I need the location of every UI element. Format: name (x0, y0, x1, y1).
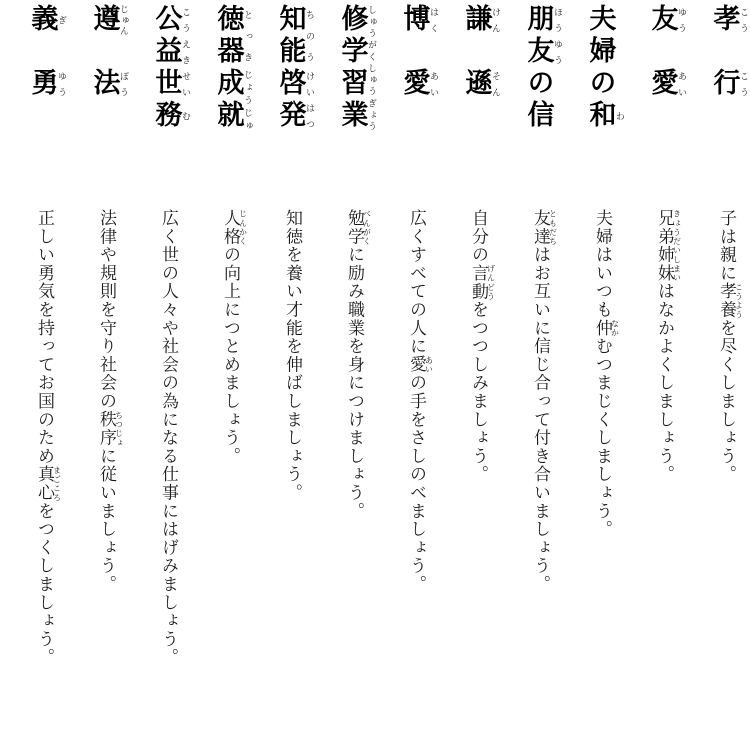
text-run (399, 36, 430, 68)
ruby-base: 兄弟姉妹 (654, 209, 674, 283)
virtue-heading (128, 4, 190, 204)
ruby-base: 人格 (220, 209, 240, 246)
furigana-reading: ちのう (304, 4, 314, 68)
ruby-word (150, 36, 190, 68)
furigana-reading: こう (738, 68, 748, 100)
text-run: に従いましょう。 (96, 446, 116, 594)
ruby-base: 愛 (646, 68, 678, 100)
furigana-reading: ともだち (548, 209, 558, 246)
text-run: の信 (522, 68, 554, 132)
ruby-base: 仲 (592, 318, 612, 338)
furigana-reading: べんがく (362, 209, 372, 246)
ruby-base: 和 (584, 100, 616, 132)
text-run: を尽くしましょう。 (716, 318, 736, 484)
text-run: をつつしみましょう。 (468, 300, 488, 484)
ruby-base: 真心 (34, 465, 54, 502)
ruby-word (468, 263, 496, 301)
text-run: 広くすべての人に (406, 209, 426, 356)
ruby-base: 孝養 (716, 282, 736, 319)
text-run: をつくしましょう。 (34, 501, 54, 667)
virtue-heading (438, 4, 500, 204)
ruby-word (398, 4, 438, 36)
ruby-word (88, 4, 128, 36)
ruby-base: 友 (646, 4, 678, 36)
ruby-word (150, 4, 190, 36)
virtue-heading (562, 4, 624, 204)
virtue-explanation (500, 209, 562, 749)
virtue-explanation (562, 209, 624, 749)
ruby-base: 愛 (406, 355, 426, 374)
ruby-word (584, 100, 624, 132)
ruby-word (212, 4, 252, 68)
virtue-explanation (314, 209, 376, 749)
text-run: 知徳を養い才能を伸ばしましょう。 (282, 209, 302, 502)
furigana-reading: あい (428, 68, 438, 100)
ruby-word (530, 209, 558, 246)
virtue-column-6 (376, 4, 438, 750)
virtue-heading (252, 4, 314, 204)
ruby-base: 法 (88, 68, 120, 100)
ruby-base: 世 (150, 68, 182, 100)
furigana-reading: わ (614, 100, 624, 132)
ruby-word (592, 318, 620, 338)
ruby-base: 益 (150, 36, 182, 68)
ruby-base: 遜 (460, 68, 492, 100)
furigana-reading: えき (180, 36, 190, 68)
furigana-reading: まごころ (52, 465, 62, 502)
virtue-explanation (128, 209, 190, 749)
furigana-reading: じんかく (238, 209, 248, 246)
furigana-reading: けいはつ (304, 68, 314, 132)
furigana-reading: とっき (242, 4, 252, 68)
ruby-base: 朋 (522, 4, 554, 36)
ruby-word (212, 68, 252, 132)
text-run (461, 36, 492, 68)
furigana-reading: ゆう (56, 68, 66, 100)
virtue-column-8 (252, 4, 314, 750)
furigana-reading: ぎ (56, 4, 66, 36)
text-run: むつまじくしましょう。 (592, 337, 612, 539)
virtue-explanation (252, 209, 314, 749)
ruby-word (336, 4, 376, 132)
furigana-reading: ほう (552, 4, 562, 36)
furigana-reading: ぽう (118, 68, 128, 100)
virtue-heading (66, 4, 128, 204)
ruby-word (150, 68, 190, 100)
ruby-word (708, 4, 748, 36)
ruby-word (34, 465, 62, 502)
ruby-base: 秩序 (96, 410, 116, 447)
furigana-reading: ゆう (676, 4, 686, 36)
furigana-reading: あい (424, 355, 434, 374)
ruby-base: 遵 (88, 4, 120, 36)
ruby-word (522, 36, 562, 68)
ruby-base: 啓発 (274, 68, 306, 132)
furigana-reading: こう (180, 4, 190, 36)
virtue-column-7 (314, 4, 376, 750)
ruby-base: 博 (398, 4, 430, 36)
furigana-reading: む (180, 100, 190, 132)
virtue-column-12 (4, 4, 66, 750)
ruby-word (460, 4, 500, 36)
text-run: 夫婦はいつも (592, 209, 612, 319)
text-run: に励み職業を身につけましょう。 (344, 245, 364, 521)
text-run: の手をさしのべましょう。 (406, 373, 426, 594)
virtue-heading (686, 4, 748, 204)
virtue-heading (4, 4, 66, 204)
virtue-heading (624, 4, 686, 204)
ruby-base: 勉学 (344, 209, 364, 246)
ruby-base: 義 (26, 4, 58, 36)
virtue-column-10 (128, 4, 190, 750)
ruby-word (646, 4, 686, 36)
virtue-heading (190, 4, 252, 204)
ruby-base: 務 (150, 100, 182, 132)
text-run: 子は親に (716, 209, 736, 283)
furigana-reading: あい (676, 68, 686, 100)
text-run: の向上につとめましょう。 (220, 245, 240, 466)
ruby-word (708, 68, 748, 100)
ruby-base: 修学習業 (336, 4, 368, 132)
ruby-base: 行 (708, 68, 740, 100)
furigana-reading: ちつじょ (114, 410, 124, 447)
virtue-explanation (624, 209, 686, 749)
text-run (27, 36, 58, 68)
furigana-reading: じょうじゅ (242, 68, 252, 132)
ruby-word (220, 209, 248, 246)
virtue-explanation (686, 209, 748, 749)
ruby-word (398, 68, 438, 100)
ruby-word (26, 4, 66, 36)
ruby-base: 愛 (398, 68, 430, 100)
furigana-reading: はく (428, 4, 438, 36)
furigana-reading: けん (490, 4, 500, 36)
furigana-reading: げんどう (486, 263, 496, 301)
furigana-reading: なか (610, 318, 620, 338)
ruby-base: 成就 (212, 68, 244, 132)
text-run: 法律や規則を守り社会の (96, 209, 116, 411)
ruby-word (522, 4, 562, 36)
ruby-base: 孝 (708, 4, 740, 36)
text-run: 自分の (468, 209, 488, 264)
virtue-column-3 (562, 4, 624, 750)
virtue-explanation (4, 209, 66, 749)
virtue-explanation (438, 209, 500, 749)
virtue-column-11 (66, 4, 128, 750)
text-run: 夫婦の (584, 4, 616, 100)
furigana-reading: そん (490, 68, 500, 100)
text-run (89, 36, 120, 68)
ruby-word (96, 410, 124, 447)
text-run: 広く世の人々や社会の為になる仕事にはげみましょう。 (158, 209, 178, 667)
ruby-base: 勇 (26, 68, 58, 100)
furigana-reading: しゅうがくしゅうぎょう (366, 4, 376, 132)
furigana-reading: こうよう (734, 282, 744, 319)
virtue-column-2 (624, 4, 686, 750)
ruby-word (274, 4, 314, 68)
ruby-word (88, 68, 128, 100)
ruby-word (406, 355, 434, 374)
furigana-reading: こう (738, 4, 748, 36)
virtue-explanation (376, 209, 438, 749)
text-run: 正しい勇気を持ってお国のため (34, 209, 54, 466)
furigana-reading: ゆう (552, 36, 562, 68)
virtue-heading (500, 4, 562, 204)
virtue-column-1 (686, 4, 748, 750)
virtue-column-4 (500, 4, 562, 750)
text-run: はお互いに信じ合って付き合いましょう。 (530, 245, 550, 594)
ruby-word (654, 209, 682, 283)
virtue-column-9 (190, 4, 252, 750)
ruby-base: 知能 (274, 4, 306, 68)
ruby-word (26, 68, 66, 100)
ruby-word (344, 209, 372, 246)
ruby-base: 公 (150, 4, 182, 36)
ruby-base: 徳器 (212, 4, 244, 68)
virtue-explanation (66, 209, 128, 749)
ruby-base: 言動 (468, 263, 488, 301)
ruby-base: 友達 (530, 209, 550, 246)
ruby-word (646, 68, 686, 100)
text-run (647, 36, 678, 68)
ruby-word (716, 282, 744, 319)
ruby-base: 謙 (460, 4, 492, 36)
ruby-word (460, 68, 500, 100)
furigana-reading: せい (180, 68, 190, 100)
furigana-reading: じゅん (118, 4, 128, 36)
text-run (709, 36, 740, 68)
virtue-heading (314, 4, 376, 204)
ruby-word (150, 100, 190, 132)
text-run: はなかよくしましょう。 (654, 282, 674, 484)
virtue-heading (376, 4, 438, 204)
ruby-base: 友 (522, 36, 554, 68)
virtue-column-5 (438, 4, 500, 750)
virtue-explanation (190, 209, 252, 749)
ruby-word (274, 68, 314, 132)
furigana-reading: きょうだいしまい (672, 209, 682, 283)
